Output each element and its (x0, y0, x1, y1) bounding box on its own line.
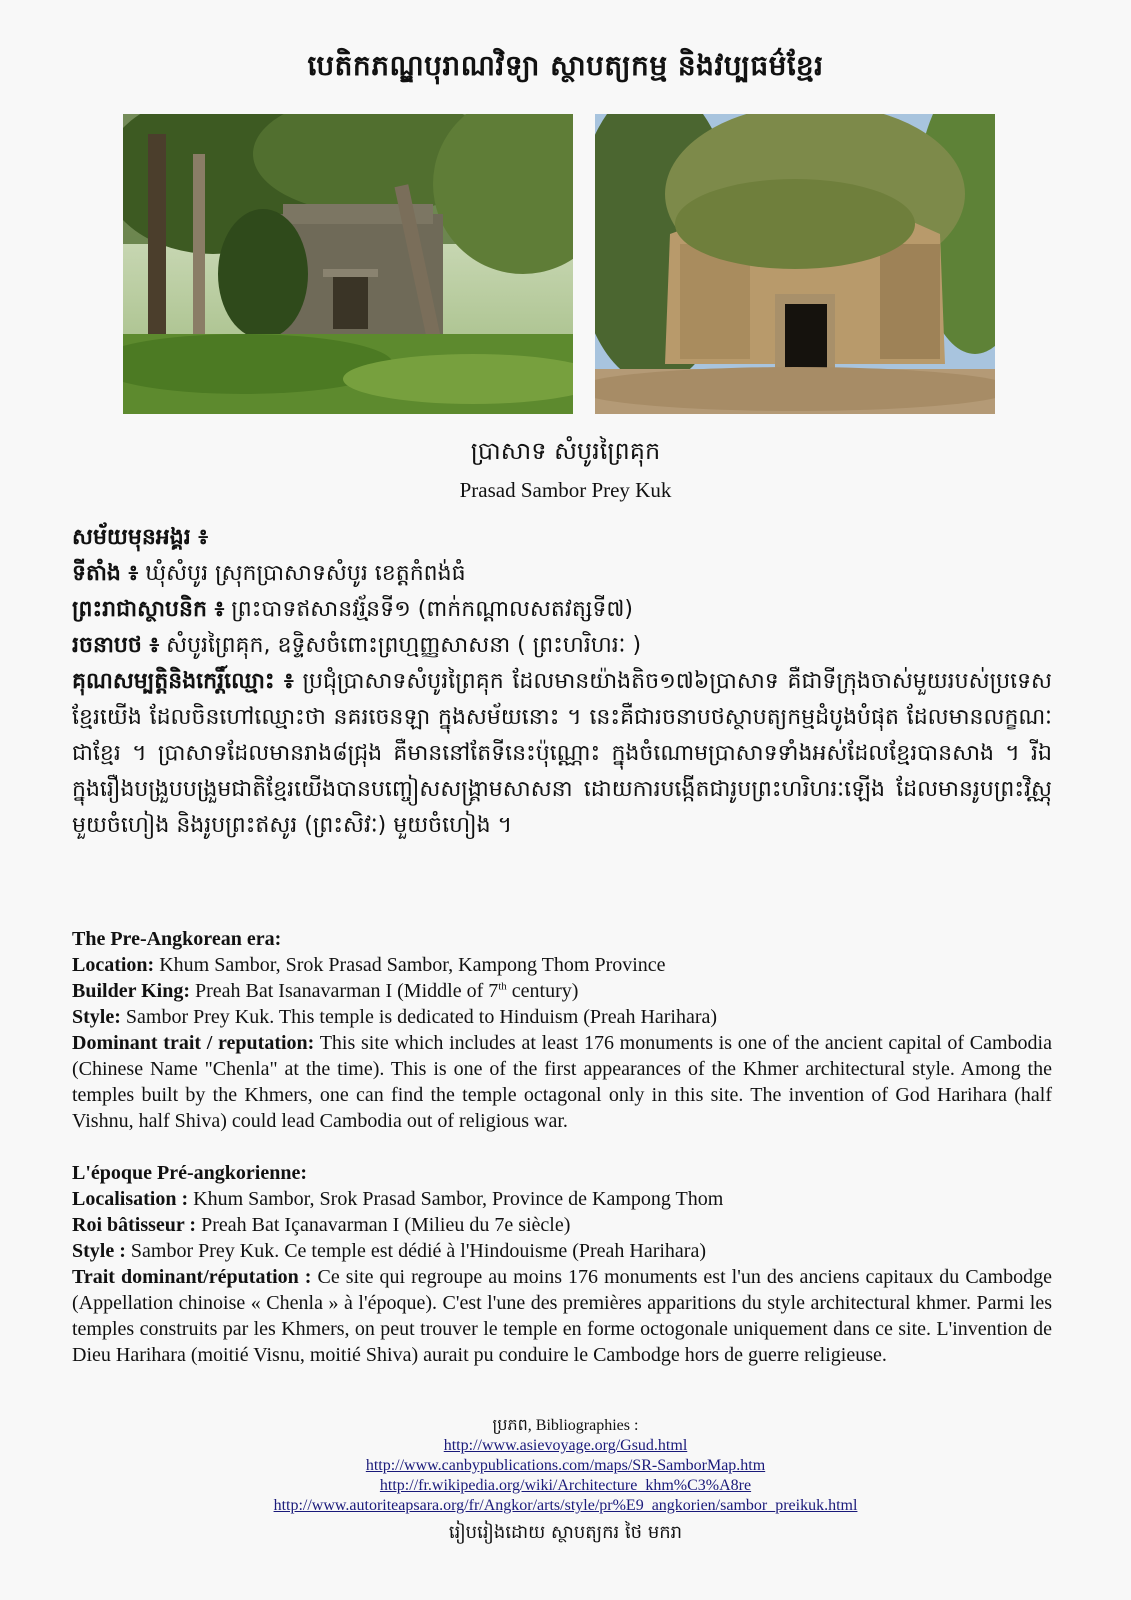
french-location-value: Khum Sambor, Srok Prasad Sambor, Province de Kampong Thom (188, 1188, 724, 1210)
french-king (72, 1212, 1052, 1238)
temple-photo-image (123, 114, 573, 414)
khmer-trait-value: ប្រជុំប្រាសាទសំបូរព្រៃគុក ដែលមានយ៉ាងតិច១៧៦ប្រាសាទ គឺជាទីក្រុងចាស់មួយរបស់ប្រទេសខ្មែរយើង ដែលចិនហៅឈ្មោះថា នគរចេនឡា ក្នុងសម័យនោះ ។ នេះគឺជារចនាបថស្ថាបត្យកម្មដំបូងបំផុត ដែលមានលក្ខណៈជាខ្មែរ ។ ប្រាសាទដែលមានរាង៨ជ្រុង គឺមាននៅតែទីនេះប៉ុណ្ណោះ ក្នុងចំណោមប្រាសាទទាំងអស់ដែលខ្មែរបានសាង ។ រីឯក្នុងរឿងបង្រួបបង្រួមជាតិខ្មែរយើងបានបញ្ចៀសសង្គ្រាមសាសនា ដោយការបង្កើតជារូបព្រះហរិហរៈឡើង ដែលមានរូបព្រះវិស្ណុមួយចំហៀង និងរូបព្រះឥសូរ (ព្រះសិវៈ) មួយចំហៀង ។ (72, 669, 1052, 838)
bibliography-link-asievoyage[interactable]: http://www.asievoyage.org/Gsud.html (443, 1437, 688, 1454)
english-description (72, 926, 1052, 1134)
temple-photo-image (595, 114, 995, 414)
english-style-value: Sambor Prey Kuk. This temple is dedicated to Hinduism (Preah Harihara) (120, 1006, 718, 1028)
khmer-location-value: ឃុំសំបូរ ស្រុកប្រាសាទសំបូរ ខេត្តកំពង់ធំ (138, 561, 466, 586)
french-trait-value: Ce site qui regroupe au moins 176 monuments est l'un des anciens capitaux du Cambodge (Appellation chinoise « Chenla » à l'époque). C'est l'une des premières apparitions du style architectural khmer. Parmi les temples construits par les Khmers, on peut trouver le temple en forme octogonale uniquement dans ce site. L'invention de Dieu Harihara (moitié Visnu, moitié Shiva) aurait pu conduire le Cambodge hors de guerre religieuse. (72, 1266, 1052, 1366)
khmer-style-value: សំបូរព្រៃគុក, ឧទ្ទិសចំពោះព្រហ្មញ្ញសាសនា ( ព្រះហរិហរៈ ) (159, 633, 642, 658)
french-style-label: Style : (72, 1240, 126, 1262)
french-style-value: Sambor Prey Kuk. Ce temple est dédié à l'Hindouisme (Preah Harihara) (125, 1240, 706, 1262)
khmer-location-label: ទីតាំង ៖ (72, 561, 139, 586)
caption-khmer: ប្រាសាទ សំបូរព្រៃគុក (470, 437, 661, 465)
french-style (72, 1238, 1052, 1264)
french-era-heading: L'époque Pré-angkorienne: (72, 1162, 307, 1184)
english-location-label: Location: (72, 954, 155, 976)
french-trait-label: Trait dominant/réputation : (72, 1266, 312, 1288)
khmer-style (72, 628, 1052, 664)
english-location-value: Khum Sambor, Srok Prasad Sambor, Kampong Thom Province (154, 954, 666, 976)
khmer-era-heading: សម័យមុនអង្គរ ៖ (72, 525, 209, 550)
english-style (72, 1004, 1052, 1030)
english-trait-label: Dominant trait / reputation: (72, 1032, 315, 1054)
khmer-trait (72, 664, 1052, 844)
khmer-king (72, 592, 1052, 628)
khmer-style-label: រចនាបថ ៖ (72, 633, 160, 658)
french-location (72, 1186, 1052, 1212)
english-king (72, 978, 1052, 1004)
khmer-king-value: ព្រះបាទឥសានវរ្ម័នទី១ (ពាក់កណ្តាលសតវត្សទី៧) (224, 597, 633, 622)
photo-overgrown-temple (595, 114, 995, 414)
page-title: បេតិកភណ្ឌបុរាណវិទ្យា ស្ថាបត្យកម្ម និងវប្បធម៌ខ្មែរ (307, 49, 824, 82)
english-king-label: Builder King: (72, 980, 190, 1002)
french-description (72, 1160, 1052, 1368)
english-location (72, 952, 1052, 978)
bibliography-label: ប្រភព, Bibliographies : (492, 1417, 639, 1434)
author-credit: រៀបរៀងដោយ ស្ថាបត្យករ ថៃ មករា (448, 1522, 683, 1543)
english-trait-value: This site which includes at least 176 monuments is one of the ancient capital of Cambodia (Chinese Name "Chenla" at the time). This is one of the first appearances of the Khmer architectural style. Among the temples built by the Khmers, one can find the temple octagonal only in this site. The invention of God Harihara (half Vishnu, half Shiva) could lead Cambodia out of religious war. (72, 1032, 1052, 1132)
photo-forest-temple (123, 114, 573, 414)
bibliography (0, 1416, 1131, 1516)
khmer-king-label: ព្រះរាជាស្ថាបនិក ៖ (72, 597, 225, 622)
english-king-value: Preah Bat Isanavarman I (Middle of 7 (190, 980, 499, 1002)
english-era-heading: The Pre-Angkorean era: (72, 928, 282, 950)
french-trait (72, 1264, 1052, 1368)
bibliography-link-canbypublications[interactable]: http://www.canbypublications.com/maps/SR-SamborMap.htm (365, 1457, 766, 1474)
english-trait (72, 1030, 1052, 1134)
english-king-superscript: th (498, 980, 507, 993)
khmer-location (72, 556, 1052, 592)
caption-english: Prasad Sambor Prey Kuk (459, 478, 672, 502)
french-king-label: Roi bâtisseur : (72, 1214, 197, 1236)
khmer-trait-label: គុណសម្បត្តិនិងកេរ្តិ៍ឈ្មោះ ៖ (72, 669, 294, 694)
french-king-value: Preah Bat Içanavarman I (Milieu du 7e siècle) (196, 1214, 571, 1236)
bibliography-link-autoriteapsara[interactable]: http://www.autoriteapsara.org/fr/Angkor/arts/style/pr%E9_angkorien/sambor_preikuk.html (273, 1497, 858, 1514)
english-king-value-end: century) (506, 980, 579, 1002)
bibliography-link-wikipedia[interactable]: http://fr.wikipedia.org/wiki/Architecture_khm%C3%A8re (379, 1477, 752, 1494)
french-location-label: Localisation : (72, 1188, 189, 1210)
english-style-label: Style: (72, 1006, 121, 1028)
khmer-description (72, 520, 1052, 844)
